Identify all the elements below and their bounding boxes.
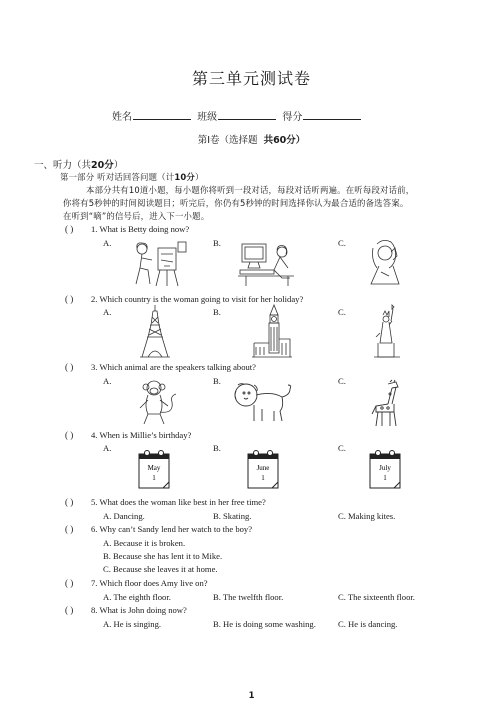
q1-option-a[interactable]: A. xyxy=(103,238,112,248)
answer-paren-q7[interactable]: ( ) xyxy=(65,578,74,588)
student-info-line xyxy=(112,108,364,123)
q3-option-a[interactable]: A. xyxy=(103,376,112,386)
girl-painting-image xyxy=(128,240,188,288)
question-number: 7. xyxy=(91,578,98,588)
score-blank[interactable] xyxy=(303,109,361,120)
calendar-image xyxy=(246,448,282,490)
q8-option-b[interactable]: B. He is doing some washing. xyxy=(213,619,316,629)
q7-option-b[interactable]: B. The twelfth floor. xyxy=(213,592,284,602)
instructions-line-2: 你将有5秒钟的时间阅读题目；听完后，你仍有5秒钟的时间选择你认为最合适的备选答案。 xyxy=(63,198,409,208)
question-6 xyxy=(91,524,252,534)
question-text: What does the woman like best in her free time? xyxy=(99,497,266,507)
page-title: 第三单元测试卷 xyxy=(191,69,311,88)
q6-option-a[interactable]: A. Because it is broken. xyxy=(103,538,186,548)
q2-option-c[interactable]: C. xyxy=(338,307,346,317)
class-label: 班级 xyxy=(197,112,218,123)
lion-image xyxy=(232,381,294,425)
question-number: 2. xyxy=(91,294,98,304)
q4-option-c[interactable]: C. xyxy=(338,443,346,453)
answer-paren-q4[interactable]: ( ) xyxy=(65,430,74,440)
q4-option-b[interactable]: B. xyxy=(213,443,221,453)
question-number: 8. xyxy=(91,605,98,615)
subpart1-heading xyxy=(60,171,204,183)
answer-paren-q1[interactable]: ( ) xyxy=(65,224,74,234)
question-number: 5. xyxy=(91,497,98,507)
answer-paren-q6[interactable]: ( ) xyxy=(65,524,74,534)
question-1 xyxy=(91,224,189,234)
volume-total: 共60分） xyxy=(263,135,306,146)
volume-heading xyxy=(0,132,503,146)
answer-paren-q5[interactable]: ( ) xyxy=(65,497,74,507)
question-text: Which floor does Amy live on? xyxy=(99,578,208,588)
eiffel-tower-image xyxy=(138,303,172,359)
part1-score: 20分 xyxy=(91,160,114,171)
q5-option-a[interactable]: A. Dancing. xyxy=(103,511,145,521)
q1-option-b[interactable]: B. xyxy=(213,238,221,248)
monkey-image xyxy=(134,378,180,426)
q2-option-a[interactable]: A. xyxy=(103,307,112,317)
girl-on-phone-image xyxy=(363,238,407,288)
q5-option-c[interactable]: C. Making kites. xyxy=(338,511,396,521)
question-number: 4. xyxy=(91,430,98,440)
question-text: Why can’t Sandy lend her watch to the boy? xyxy=(99,524,253,534)
q6-option-c[interactable]: C. Because she leaves it at home. xyxy=(103,564,218,574)
score-label: 得分 xyxy=(282,112,303,123)
calendar-day: 1 xyxy=(261,474,265,482)
giraffe-image xyxy=(370,378,404,428)
subpart1-suffix: ） xyxy=(194,172,204,182)
question-number: 6. xyxy=(91,524,98,534)
question-3 xyxy=(91,362,256,372)
instructions-line-1: 本部分共有10道小题，每小题你将听到一段对话，每段对话听两遍。在听每段对话前， xyxy=(86,185,415,195)
answer-paren-q3[interactable]: ( ) xyxy=(65,362,74,372)
subpart1-score: 10分 xyxy=(174,172,195,182)
q3-option-b[interactable]: B. xyxy=(213,376,221,386)
q7-option-c[interactable]: C. The sixteenth floor. xyxy=(338,592,415,602)
question-text: Which country is the woman going to visit for her holiday? xyxy=(99,294,304,304)
part1-label: 一、听力（共 xyxy=(34,160,92,171)
volume-prefix: 第Ⅰ卷（选择题 xyxy=(197,135,258,146)
calendar-day: 1 xyxy=(383,474,387,482)
name-blank[interactable] xyxy=(133,109,191,120)
question-number: 3. xyxy=(91,362,98,372)
calendar-month: May xyxy=(147,464,161,472)
girl-at-computer-image xyxy=(238,238,298,288)
class-blank[interactable] xyxy=(218,109,276,120)
question-text: What is Betty doing now? xyxy=(99,224,190,234)
instructions-line-3: 在听到“嘀”的信号后，进入下一小题。 xyxy=(63,211,210,221)
question-text: What is John doing now? xyxy=(99,605,187,615)
q8-option-a[interactable]: A. He is singing. xyxy=(103,619,162,629)
calendar-month: July xyxy=(379,464,391,472)
q5-option-b[interactable]: B. Skating. xyxy=(213,511,252,521)
q8-option-c[interactable]: C. He is dancing. xyxy=(338,619,398,629)
name-label: 姓名 xyxy=(112,112,132,123)
q3-option-c[interactable]: C. xyxy=(338,376,346,386)
question-5 xyxy=(91,497,266,507)
q4-option-a[interactable]: A. xyxy=(103,443,112,453)
statue-of-liberty-image xyxy=(372,303,402,359)
calendar-image xyxy=(137,448,173,490)
page-number: 1 xyxy=(248,690,255,700)
answer-paren-q2[interactable]: ( ) xyxy=(65,294,74,304)
calendar-day: 1 xyxy=(152,474,156,482)
q7-option-a[interactable]: A. The eighth floor. xyxy=(103,592,171,602)
q6-option-b[interactable]: B. Because she has lent it to Mike. xyxy=(103,551,223,561)
question-number: 1. xyxy=(91,224,98,234)
calendar-month: June xyxy=(256,464,270,472)
subpart1-label: 第一部分 听对话回答问题（计 xyxy=(60,172,175,182)
question-text: Which animal are the speakers talking about? xyxy=(99,362,256,372)
part1-suffix: ） xyxy=(113,160,124,171)
big-ben-image xyxy=(250,303,294,359)
question-text: When is Millie’s birthday? xyxy=(99,430,192,440)
part1-heading xyxy=(34,157,123,171)
question-7 xyxy=(91,578,208,588)
q1-option-c[interactable]: C. xyxy=(338,238,346,248)
question-4 xyxy=(91,430,191,440)
question-8 xyxy=(91,605,187,615)
answer-paren-q8[interactable]: ( ) xyxy=(65,605,74,615)
q2-option-b[interactable]: B. xyxy=(213,307,221,317)
calendar-image xyxy=(368,448,404,490)
